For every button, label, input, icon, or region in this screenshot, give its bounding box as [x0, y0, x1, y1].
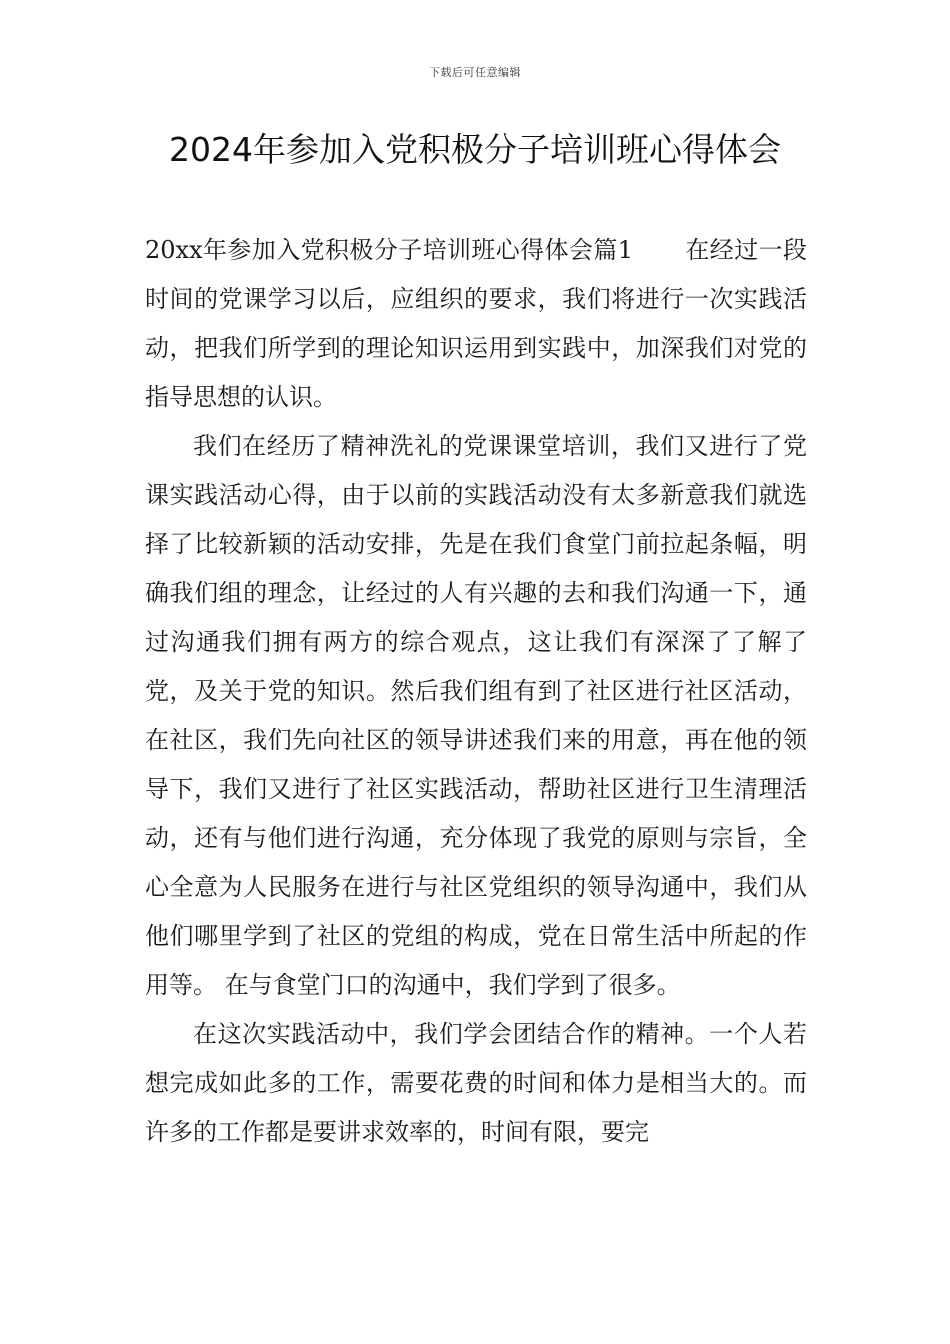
- document-body: [145, 226, 807, 1157]
- paragraph-2: 我们在经历了精神洗礼的党课课堂培训，我们又进行了党课实践活动心得，由于以前的实践活动没有太多新意我们就选择了比较新颖的活动安排，先是在我们食堂门前拉起条幅，明确我们组的理念，让经过的人有兴趣的去和我们沟通一下，通过沟通我们拥有两方的综合观点，这让我们有深深了了解了党，及关于党的知识。然后我们组有到了社区进行社区活动，在社区，我们先向社区的领导讲述我们来的用意，再在他的领导下，我们又进行了社区实践活动，帮助社区进行卫生清理活动，还有与他们进行沟通，充分体现了我党的原则与宗旨，全心全意为人民服务在进行与社区党组织的领导沟通中，我们从他们哪里学到了社区的党组的构成，党在日常生活中所起的作用等。 在与食堂门口的沟通中，我们学到了很多。: [145, 432, 807, 999]
- paragraph-1: [145, 226, 807, 422]
- header-note: 下载后可任意编辑: [429, 66, 521, 79]
- section-heading: 20xx年参加入党积极分子培训班心得体会篇1: [145, 236, 634, 264]
- paragraph-1-text: 在经过一段时间的党课学习以后，应组织的要求，我们将进行一次实践活动，把我们所学到的理论知识运用到实践中，加深我们对党的指导思想的认识。: [145, 236, 807, 411]
- paragraph-3: 在这次实践活动中，我们学会团结合作的精神。一个人若想完成如此多的工作，需要花费的时间和体力是相当大的。而许多的工作都是要讲求效率的，时间有限，要完: [145, 1020, 807, 1146]
- document-title: 2024年参加入党积极分子培训班心得体会: [169, 130, 781, 169]
